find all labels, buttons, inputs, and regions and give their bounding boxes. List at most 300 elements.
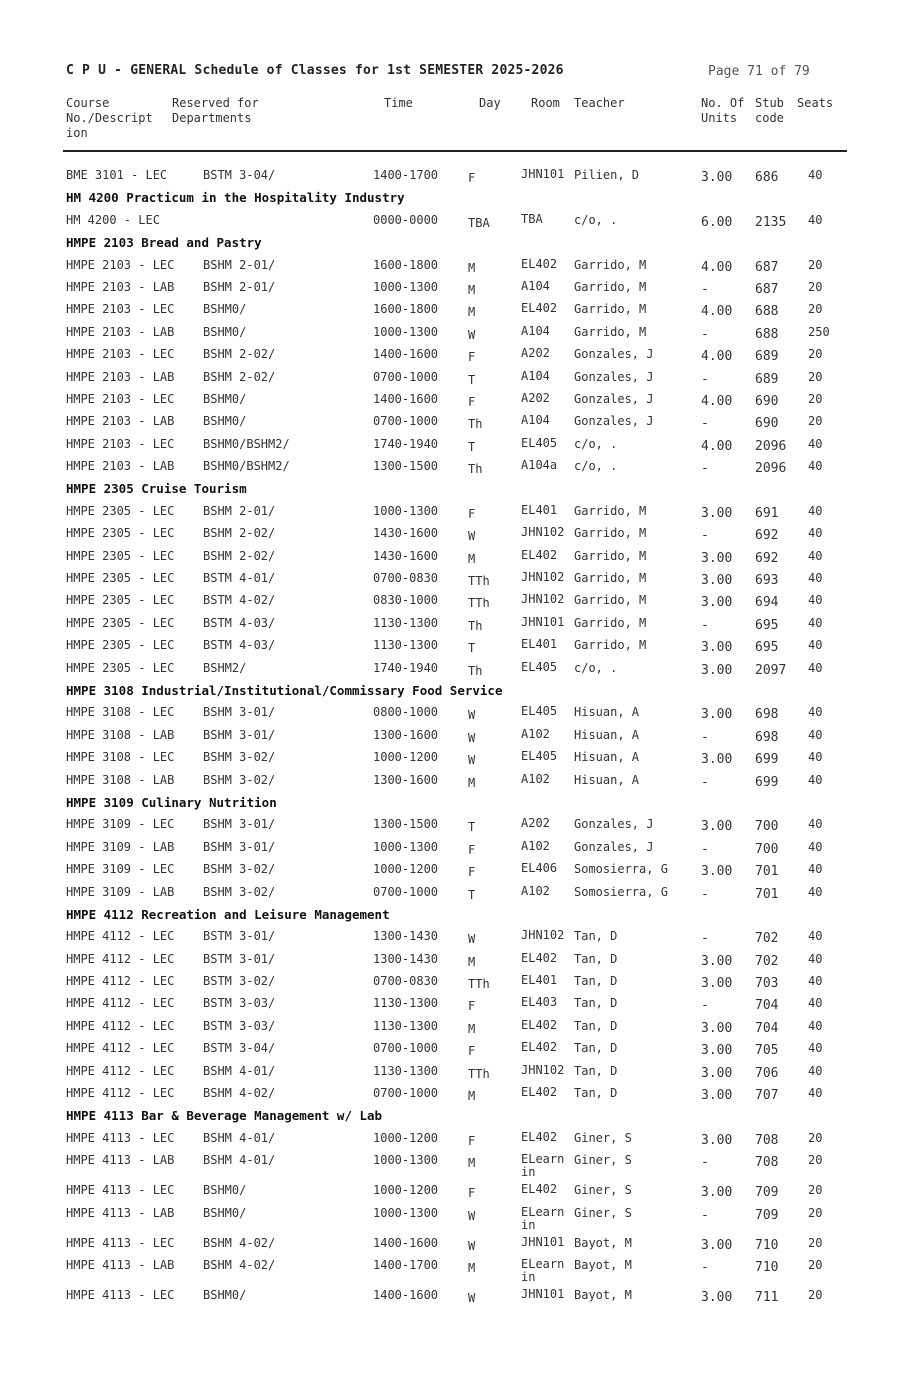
cell-room: A104 [521, 323, 550, 338]
table-row [0, 593, 900, 615]
cell-course: HMPE 3109 - LAB [66, 839, 175, 854]
cell-dept: BSHM 4-02/ [203, 1086, 276, 1101]
cell-course: HMPE 2103 - LAB [66, 414, 175, 429]
cell-seats: 40 [808, 727, 823, 742]
cell-teacher: Garrido, M [574, 571, 647, 586]
cell-teacher: Tan, D [574, 929, 618, 944]
cell-day: W [468, 1238, 476, 1253]
cell-units: - [701, 528, 709, 544]
cell-teacher: c/o, . [574, 212, 618, 227]
cell-dept: BSHM 3-01/ [203, 705, 276, 720]
cell-seats: 20 [808, 302, 823, 317]
cell-units: 3.00 [701, 573, 733, 589]
cell-units: 3.00 [701, 640, 733, 656]
cell-seats: 40 [808, 571, 823, 586]
cell-units: 4.00 [701, 393, 733, 409]
cell-room: EL402 [521, 1182, 558, 1197]
cell-time: 1300-1430 [373, 929, 439, 944]
cell-time: 0700-0830 [373, 571, 439, 586]
cell-room: EL402 [521, 1085, 558, 1100]
cell-time: 1400-1700 [373, 1257, 439, 1272]
cell-day: T [468, 641, 476, 656]
course-title: HMPE 3109 Culinary Nutrition [66, 794, 277, 810]
cell-stub: 692 [755, 550, 779, 566]
table-row [0, 1153, 900, 1183]
table-row [0, 638, 900, 660]
cell-seats: 20 [808, 1287, 823, 1302]
cell-day: Th [468, 663, 483, 678]
table-row [0, 1206, 900, 1236]
cell-room: A102 [521, 838, 550, 853]
cell-stub: 707 [755, 1088, 779, 1104]
table-row [0, 549, 900, 571]
table-row [0, 728, 900, 750]
cell-room: A202 [521, 816, 550, 831]
cell-teacher: c/o, . [574, 436, 618, 451]
table-row [0, 1041, 900, 1063]
cell-teacher: Garrido, M [574, 526, 647, 541]
cell-course: HMPE 2103 - LEC [66, 436, 175, 451]
cell-dept: BSHM0/ [203, 1183, 247, 1198]
cell-day: M [468, 1260, 476, 1275]
cell-course: HMPE 2103 - LAB [66, 369, 175, 384]
cell-time: 0830-1000 [373, 593, 439, 608]
cell-units: - [701, 371, 709, 387]
cell-seats: 20 [808, 257, 823, 272]
cell-room: EL402 [521, 1129, 558, 1144]
cell-stub: 688 [755, 326, 779, 342]
cell-units: 3.00 [701, 953, 733, 969]
course-group-title [0, 907, 900, 929]
cell-day: TTh [468, 596, 490, 611]
cell-teacher: Garrido, M [574, 503, 647, 518]
cell-room: EL406 [521, 861, 558, 876]
course-title: HMPE 2305 Cruise Tourism [66, 481, 247, 497]
cell-dept: BSTM 3-03/ [203, 1018, 276, 1033]
table-row [0, 929, 900, 951]
table-row [0, 1064, 900, 1086]
cell-dept: BSTM 4-03/ [203, 638, 276, 653]
cell-course: HMPE 2305 - LEC [66, 638, 175, 653]
cell-units: 6.00 [701, 214, 733, 230]
cell-teacher: Bayot, M [574, 1287, 632, 1302]
cell-day: TTh [468, 977, 490, 992]
cell-dept: BSHM0/ [203, 391, 247, 406]
cell-time: 1130-1300 [373, 1018, 439, 1033]
cell-room: ELearn in [521, 1152, 565, 1180]
cell-dept: BSHM 3-01/ [203, 839, 276, 854]
cell-teacher: Gonzales, J [574, 817, 654, 832]
cell-course: HMPE 2103 - LEC [66, 391, 175, 406]
cell-time: 1600-1800 [373, 257, 439, 272]
cell-dept: BSTM 3-02/ [203, 974, 276, 989]
cell-dept: BSHM 2-02/ [203, 347, 276, 362]
cell-room: JHN102 [521, 525, 565, 540]
cell-time: 0000-0000 [373, 212, 439, 227]
cell-units: - [701, 281, 709, 297]
table-row [0, 258, 900, 280]
cell-teacher: Giner, S [574, 1205, 632, 1220]
cell-day: W [468, 1290, 476, 1305]
cell-room: JHN102 [521, 928, 565, 943]
table-row [0, 414, 900, 436]
cell-units: 3.00 [701, 864, 733, 880]
cell-course: HMPE 3108 - LAB [66, 727, 175, 742]
course-group-title [0, 481, 900, 503]
cell-units: 3.00 [701, 595, 733, 611]
cell-units: 4.00 [701, 304, 733, 320]
cell-teacher: Garrido, M [574, 279, 647, 294]
cell-stub: 704 [755, 998, 779, 1014]
cell-room: JHN101 [521, 614, 565, 629]
cell-stub: 689 [755, 371, 779, 387]
table-row [0, 1131, 900, 1153]
col-header-day: Day [479, 96, 501, 110]
cell-units: 3.00 [701, 1043, 733, 1059]
cell-day: T [468, 439, 476, 454]
cell-room: ELearn in [521, 1204, 565, 1232]
cell-dept: BSTM 4-02/ [203, 593, 276, 608]
cell-course: HMPE 4113 - LEC [66, 1130, 175, 1145]
cell-teacher: Somosierra, G [574, 862, 668, 877]
cell-stub: 709 [755, 1185, 779, 1201]
cell-course: HMPE 4112 - LEC [66, 929, 175, 944]
cell-stub: 690 [755, 393, 779, 409]
table-row [0, 616, 900, 638]
cell-units: 3.00 [701, 662, 733, 678]
cell-seats: 40 [808, 772, 823, 787]
cell-dept: BSHM 4-01/ [203, 1130, 276, 1145]
cell-teacher: c/o, . [574, 459, 618, 474]
cell-units: - [701, 1155, 709, 1171]
cell-seats: 40 [808, 929, 823, 944]
cell-stub: 708 [755, 1155, 779, 1171]
cell-room: A104 [521, 368, 550, 383]
col-header-stub: Stub code [755, 96, 784, 125]
cell-day: F [468, 1186, 476, 1201]
cell-time: 1000-1300 [373, 503, 439, 518]
course-group-title [0, 1108, 900, 1130]
cell-room: EL405 [521, 659, 558, 674]
cell-dept: BSHM0/ [203, 324, 247, 339]
cell-dept: BSHM 2-01/ [203, 279, 276, 294]
cell-time: 1000-1300 [373, 1205, 439, 1220]
cell-seats: 40 [808, 660, 823, 675]
cell-stub: 695 [755, 640, 779, 656]
cell-course: HMPE 3108 - LAB [66, 772, 175, 787]
cell-teacher: Garrido, M [574, 548, 647, 563]
cell-stub: 711 [755, 1289, 779, 1305]
cell-dept: BSTM 4-03/ [203, 615, 276, 630]
cell-day: F [468, 394, 476, 409]
table-row [0, 705, 900, 727]
cell-units: 3.00 [701, 707, 733, 723]
cell-stub: 700 [755, 819, 779, 835]
cell-time: 1130-1300 [373, 638, 439, 653]
cell-units: 4.00 [701, 259, 733, 275]
cell-seats: 20 [808, 1205, 823, 1220]
col-header-time: Time [384, 96, 413, 110]
cell-stub: 698 [755, 729, 779, 745]
cell-day: M [468, 282, 476, 297]
cell-course: HMPE 4112 - LEC [66, 1086, 175, 1101]
cell-time: 1300-1430 [373, 951, 439, 966]
cell-time: 1300-1600 [373, 772, 439, 787]
cell-stub: 698 [755, 707, 779, 723]
table-row [0, 1183, 900, 1205]
cell-dept: BSHM 3-02/ [203, 884, 276, 899]
cell-dept: BSHM0/BSHM2/ [203, 459, 290, 474]
cell-seats: 40 [808, 705, 823, 720]
cell-dept: BSHM 2-02/ [203, 526, 276, 541]
cell-seats: 40 [808, 615, 823, 630]
cell-units: - [701, 774, 709, 790]
cell-day: W [468, 708, 476, 723]
cell-course: HMPE 4113 - LAB [66, 1205, 175, 1220]
cell-course: HMPE 4113 - LAB [66, 1153, 175, 1168]
cell-stub: 701 [755, 864, 779, 880]
cell-time: 1400-1600 [373, 1287, 439, 1302]
cell-teacher: Bayot, M [574, 1257, 632, 1272]
cell-units: 3.00 [701, 752, 733, 768]
course-title: HMPE 2103 Bread and Pastry [66, 235, 262, 251]
table-row [0, 1086, 900, 1108]
cell-seats: 20 [808, 391, 823, 406]
cell-teacher: c/o, . [574, 660, 618, 675]
table-row [0, 661, 900, 683]
cell-teacher: Tan, D [574, 996, 618, 1011]
cell-time: 0700-1000 [373, 1086, 439, 1101]
cell-units: 3.00 [701, 550, 733, 566]
cell-course: HM 4200 - LEC [66, 212, 160, 227]
cell-day: W [468, 753, 476, 768]
col-header-room: Room [531, 96, 560, 110]
cell-time: 1600-1800 [373, 302, 439, 317]
table-row [0, 817, 900, 839]
cell-units: - [701, 461, 709, 477]
course-group-title [0, 683, 900, 705]
cell-dept: BSTM 3-04/ [203, 168, 276, 182]
cell-teacher: Giner, S [574, 1183, 632, 1198]
cell-seats: 20 [808, 1130, 823, 1145]
cell-day: M [468, 551, 476, 566]
cell-seats: 40 [808, 817, 823, 832]
cell-dept: BSHM 2-02/ [203, 548, 276, 563]
cell-stub: 706 [755, 1065, 779, 1081]
cell-seats: 40 [808, 974, 823, 989]
table-row [0, 280, 900, 302]
cell-room: EL401 [521, 502, 558, 517]
cell-room: JHN102 [521, 570, 565, 585]
page-header-title: C P U - GENERAL Schedule of Classes for 1st SEMESTER 2025-2026 [66, 63, 564, 78]
table-row [0, 437, 900, 459]
cell-units: - [701, 841, 709, 857]
cell-units: 3.00 [701, 1065, 733, 1081]
cell-time: 0800-1000 [373, 705, 439, 720]
cell-course: HMPE 3108 - LEC [66, 750, 175, 765]
cell-seats: 20 [808, 279, 823, 294]
col-header-units: No. Of Units [701, 96, 745, 125]
cell-time: 0700-0830 [373, 974, 439, 989]
cell-day: W [468, 529, 476, 544]
cell-seats: 40 [808, 750, 823, 765]
cell-time: 1000-1200 [373, 750, 439, 765]
cell-teacher: Hisuan, A [574, 705, 640, 720]
cell-seats: 40 [808, 1018, 823, 1033]
cell-course: HMPE 2305 - LEC [66, 660, 175, 675]
cell-stub: 2097 [755, 662, 787, 678]
table-row [0, 370, 900, 392]
cell-room: A102 [521, 771, 550, 786]
table-row [0, 526, 900, 548]
cell-units: 3.00 [701, 1020, 733, 1036]
cell-course: HMPE 2103 - LAB [66, 324, 175, 339]
cell-room: EL405 [521, 704, 558, 719]
cell-dept: BSTM 4-01/ [203, 571, 276, 586]
cell-units: - [701, 886, 709, 902]
cell-seats: 40 [808, 884, 823, 899]
cell-units: - [701, 326, 709, 342]
cell-dept: BSHM0/ [203, 302, 247, 317]
cell-day: F [468, 350, 476, 365]
table-row [0, 1258, 900, 1288]
cell-seats: 40 [808, 638, 823, 653]
cell-course: HMPE 4112 - LEC [66, 1018, 175, 1033]
cell-dept: BSHM 3-02/ [203, 750, 276, 765]
cell-teacher: Tan, D [574, 1063, 618, 1078]
cell-teacher: Tan, D [574, 1086, 618, 1101]
cell-day: TBA [468, 215, 490, 230]
table-row [0, 840, 900, 862]
cell-day: F [468, 842, 476, 857]
cell-day: M [468, 305, 476, 320]
table-row [0, 996, 900, 1018]
cell-stub: 687 [755, 259, 779, 275]
cell-seats: 40 [808, 548, 823, 563]
cell-seats: 40 [808, 1086, 823, 1101]
cell-seats: 40 [808, 1063, 823, 1078]
cell-dept: BSHM 2-01/ [203, 503, 276, 518]
course-title: HM 4200 Practicum in the Hospitality Industry [66, 190, 405, 206]
cell-time: 1430-1600 [373, 526, 439, 541]
cell-teacher: Tan, D [574, 1041, 618, 1056]
cell-stub: 710 [755, 1237, 779, 1253]
cell-day: TTh [468, 1066, 490, 1081]
cell-units: - [701, 1207, 709, 1223]
cell-time: 1400-1600 [373, 1235, 439, 1250]
cell-room: JHN101 [521, 1286, 565, 1301]
cell-teacher: Garrido, M [574, 324, 647, 339]
cell-units: 3.00 [701, 976, 733, 992]
cell-day: F [468, 1133, 476, 1148]
cell-units: 3.00 [701, 1088, 733, 1104]
cell-room: EL402 [521, 256, 558, 271]
course-group-title [0, 235, 900, 257]
cell-day: W [468, 730, 476, 745]
cell-stub: 695 [755, 617, 779, 633]
cell-room: JHN101 [521, 1234, 565, 1249]
cell-dept: BSTM 3-04/ [203, 1041, 276, 1056]
table-row [0, 325, 900, 347]
cell-dept: BSHM2/ [203, 660, 247, 675]
cell-stub: 705 [755, 1043, 779, 1059]
page-number: Page 71 of 79 [708, 64, 810, 79]
cell-stub: 2135 [755, 214, 787, 230]
cell-room: EL405 [521, 749, 558, 764]
cell-course: HMPE 4113 - LEC [66, 1183, 175, 1198]
cell-time: 0700-1000 [373, 1041, 439, 1056]
cell-teacher: Somosierra, G [574, 884, 668, 899]
schedule-table [0, 168, 900, 1310]
table-row [0, 1236, 900, 1258]
cell-course: HMPE 3109 - LAB [66, 884, 175, 899]
cell-course: HMPE 4113 - LEC [66, 1287, 175, 1302]
cell-dept: BSHM0/ [203, 1287, 247, 1302]
cell-teacher: Tan, D [574, 974, 618, 989]
table-row [0, 504, 900, 526]
cell-teacher: Giner, S [574, 1153, 632, 1168]
cell-time: 0700-1000 [373, 884, 439, 899]
cell-course: HMPE 2103 - LEC [66, 302, 175, 317]
cell-day: M [468, 1156, 476, 1171]
cell-course: HMPE 2305 - LEC [66, 593, 175, 608]
cell-teacher: Tan, D [574, 1018, 618, 1033]
cell-teacher: Gonzales, J [574, 369, 654, 384]
cell-teacher: Gonzales, J [574, 839, 654, 854]
cell-time: 1400-1600 [373, 391, 439, 406]
cell-day: F [468, 865, 476, 880]
cell-stub: 692 [755, 528, 779, 544]
cell-time: 1300-1500 [373, 459, 439, 474]
table-row [0, 1019, 900, 1041]
cell-room: EL403 [521, 995, 558, 1010]
cell-room: EL405 [521, 435, 558, 450]
cell-dept: BSTM 3-01/ [203, 951, 276, 966]
table-row [0, 168, 900, 190]
cell-dept: BSHM 4-01/ [203, 1153, 276, 1168]
cell-day: TTh [468, 574, 490, 589]
cell-teacher: Garrido, M [574, 615, 647, 630]
col-header-reserved: Reserved for Departments [172, 96, 259, 125]
cell-course: HMPE 2305 - LEC [66, 503, 175, 518]
cell-units: 3.00 [701, 1237, 733, 1253]
table-row [0, 1288, 900, 1310]
cell-units: - [701, 617, 709, 633]
cell-room: EL402 [521, 1040, 558, 1055]
cell-dept: BSHM0/ [203, 1205, 247, 1220]
cell-teacher: Bayot, M [574, 1235, 632, 1250]
cell-seats: 20 [808, 1183, 823, 1198]
table-row [0, 952, 900, 974]
cell-room: A102 [521, 726, 550, 741]
cell-time: 1000-1300 [373, 279, 439, 294]
cell-time: 1130-1300 [373, 615, 439, 630]
cell-units: 4.00 [701, 349, 733, 365]
cell-stub: 694 [755, 595, 779, 611]
table-row [0, 347, 900, 369]
cell-time: 1000-1200 [373, 1130, 439, 1145]
cell-day: Th [468, 417, 483, 432]
cell-time: 1000-1200 [373, 1183, 439, 1198]
cell-room: EL402 [521, 1017, 558, 1032]
cell-dept: BSHM 2-02/ [203, 369, 276, 384]
cell-time: 1740-1940 [373, 660, 439, 675]
cell-stub: 2096 [755, 438, 787, 454]
cell-course: HMPE 2305 - LEC [66, 615, 175, 630]
cell-course: HMPE 2305 - LEC [66, 526, 175, 541]
cell-room: A104a [521, 458, 558, 473]
cell-teacher: Pilien, D [574, 168, 640, 182]
